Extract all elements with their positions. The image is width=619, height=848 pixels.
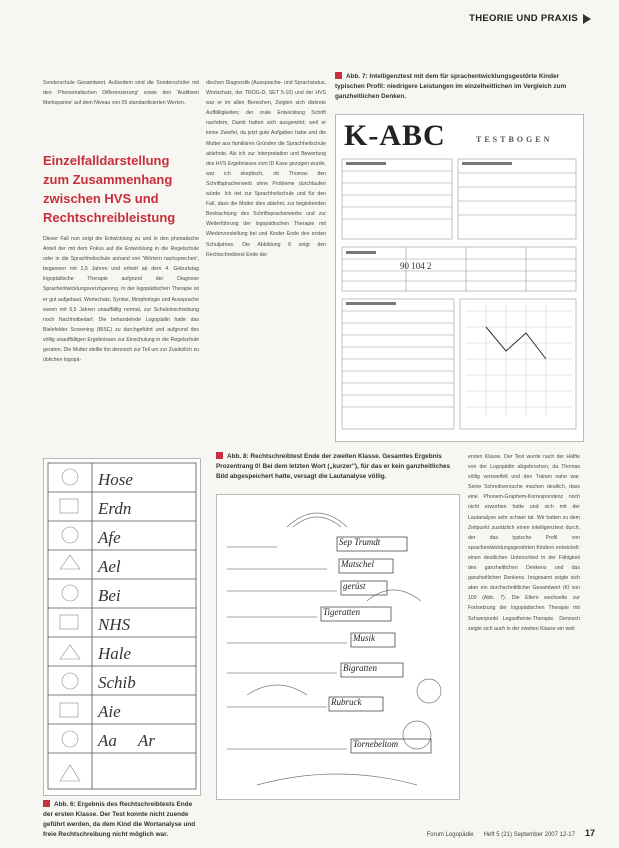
fig7-kabc-sheet	[335, 114, 584, 442]
article-heading: Einzelfalldarstellung zum Zusammenhang zwischen HVS und Rechtschreibleistung	[43, 153, 176, 225]
caption-marker-icon	[43, 800, 50, 807]
fig7-caption: Abb. 7: Intelligenztest mit dem für sprachentwicklungsgestörte Kinder typischen Profil: niedrigere Leistungen im einzelheitlichen im Vergleich zum ganzheitlichen Denken.	[335, 73, 567, 100]
worksheet-word: gerüst	[343, 581, 366, 591]
fig8-worksheet-graphic	[217, 495, 459, 799]
caption-marker-icon	[216, 452, 223, 459]
handwriting-word: Hose	[98, 470, 133, 489]
col1-top-text: Sonderschule Gesamtwert. Außerdem sind die Sonderschüler mit den 'Phonematischen Differenzierung' sowie den 'Auditiven Merkspanne' auf dem Niveau von 05 standardisierten Werten.	[43, 80, 199, 107]
handwriting-word: Schib	[98, 673, 136, 692]
page-number: 17	[584, 828, 595, 838]
caption-marker-icon	[335, 72, 342, 79]
col2-body-text: dischen Diagnostik (Aussprache- und Sprachstatus, Wortschatz, der TROG-D, SET 5-10) und der HVS war er im allen Bereichen, Zeigten sich diskrete Auffälligkeiten; der orale Entwicklung Schrift nachdem, Damit hatten sich ausgewirkt; weil er keine Zweifel, da jetzt gute Aufgaben habe und die Mutter aus familiären Gründen die Sprachheilschule ablehnte. Als ich zur Interpretation und Bewertung des HVS Ergebnisses vom ID Kase gezogen wurde, war ich skeptisch, ob Thomas den Schriftspracherwerb ohne Probleme durchlaufen würde. Ich riet zur Sprachheilschule und für den Fall, dass die Mutter dies ablehnt, zur begleitenden Beobachtung des Schriftspracherwerbs und zur Weiterführung der logopädischen Therapie mit Wiedervorstellung bei und Kinder Ende des ersten Schuljahres. Die Abbildung 6 zeigt den Rechtschreibtest Ende der	[206, 80, 326, 258]
worksheet-word: Musik	[353, 633, 375, 643]
handwriting-word: Hale	[98, 644, 132, 663]
worksheet-word: Rubruck	[331, 697, 362, 707]
worksheet-word: Bigratten	[343, 663, 377, 673]
worksheet-word: Matschel	[341, 559, 374, 569]
handwriting-word: NHS	[98, 615, 131, 634]
worksheet-word: Tornebeltom	[353, 739, 399, 749]
worksheet-word: Sep Trumdt	[339, 537, 381, 547]
handwriting-word: Aa	[98, 731, 117, 750]
issue-info: Heft 5 (21) September 2007 12-17	[483, 832, 575, 838]
handwriting-word: Erdn	[98, 499, 132, 518]
worksheet-word: Tigeratten	[323, 607, 361, 617]
fig6-handwriting	[98, 465, 155, 755]
handwriting-word: Ael	[98, 557, 121, 576]
handwriting-word: Ar	[138, 731, 155, 750]
page-footer	[427, 828, 595, 838]
fig6-spelling-test	[43, 458, 201, 796]
col3-body-text: ersten Klasse. Der Test wurde nach der Hälfte von der Logopädin abgebrochen, da Thomas völlig verzweifelt und den Tränen nahe war. Seine Schreibversuche machen deutlich, dass eine Phonem-Graphem-Korrespondenz noch nicht erworben hatte und sich mit der Lautanalyse sehr schwer tat. Wir hatten zu dem Zeitpunkt zusätzlich einen intelligenztest durch, der das typische Profil von sprachentwicklungsgestörten Kindern entwickelt: einen deutlichen Unterschied in der Fähigkeit des ganzheitlichen Denkens und das ganzheitlichen Denkens. Insgesamt zeigte sich aber ein durchschnittlicher Gesamtwert (KI von 100 (Abb. 7). Die Eltern wechselte zur Fortsetzung der logopädischen Therapie mit Schwerpunkt Legasthenie-Therapie. Dennoch zeigte sich auch in der zweiten Klasse ein weit	[468, 454, 580, 632]
fig8-worksheet	[216, 494, 460, 800]
triangle-arrow-icon	[583, 14, 591, 24]
kabc-subtitle: TESTBOGEN	[476, 135, 553, 144]
kabc-scores: 90 104 2	[400, 261, 432, 271]
kabc-title: K-ABC	[344, 119, 446, 152]
col1-body-text: Dieser Fall nun zeigt die Entwicklung zu und in den phonatische Anteil der mit dem Fokus auf die Entwicklung in die Regelschule oder in die Sprachheilschule anhand von 'Wörtern nachsprechen', begannen mit 2,5 Jahren und erhielt ab dem 4. Geburtstag logopädische Therapie aufgrund der Diagnose Sprachentwicklungsverzögerung. In der logopädischen Therapie ist er gut aufgebaut, Wortschatz, Syntax, Morphologie und Aussprache waren mit 6,5 Jahren unauffällig normal, zur Schuleinschreibung noch Nachholbedarf. Die behandelnde Logopädin hatte das Bielefelder Screening (BISC) zu durchgeführt und aufgrund des völlig unauffälligen Ergebnisses zur Einschulung in die Regelschule geraten. Die Mutter stellte ihn dennoch zur Teil um zur Zusätzlich zu üblichen logopä-	[43, 236, 199, 364]
journal-name: Forum Logopädie	[426, 832, 474, 838]
fig6-caption: Abb. 6: Ergebnis des Rechtschreibtests Ende der ersten Klasse. Der Test konnte nicht zuende geführt werden, da dem Kind die Wortanalyse und freie Rechtschreibung nicht möglich war.	[43, 801, 196, 838]
section-header	[469, 13, 591, 24]
fig8-caption: Abb. 8: Rechtschreibtest Ende der zweiten Klasse. Gesamtes Ergebnis Prozentrang 0! Bei dem letzten Wort („kurzer"), für das er kein ganzheitliches Bild abgespeichert hatte, versagt die Lautanalyse völlig.	[216, 453, 451, 480]
handwriting-word: Aie	[98, 702, 121, 721]
section-title: THEORIE UND PRAXIS	[469, 13, 578, 24]
handwriting-word: Afe	[98, 528, 121, 547]
kabc-form-graphic	[336, 115, 583, 441]
handwriting-word: Bei	[98, 586, 121, 605]
